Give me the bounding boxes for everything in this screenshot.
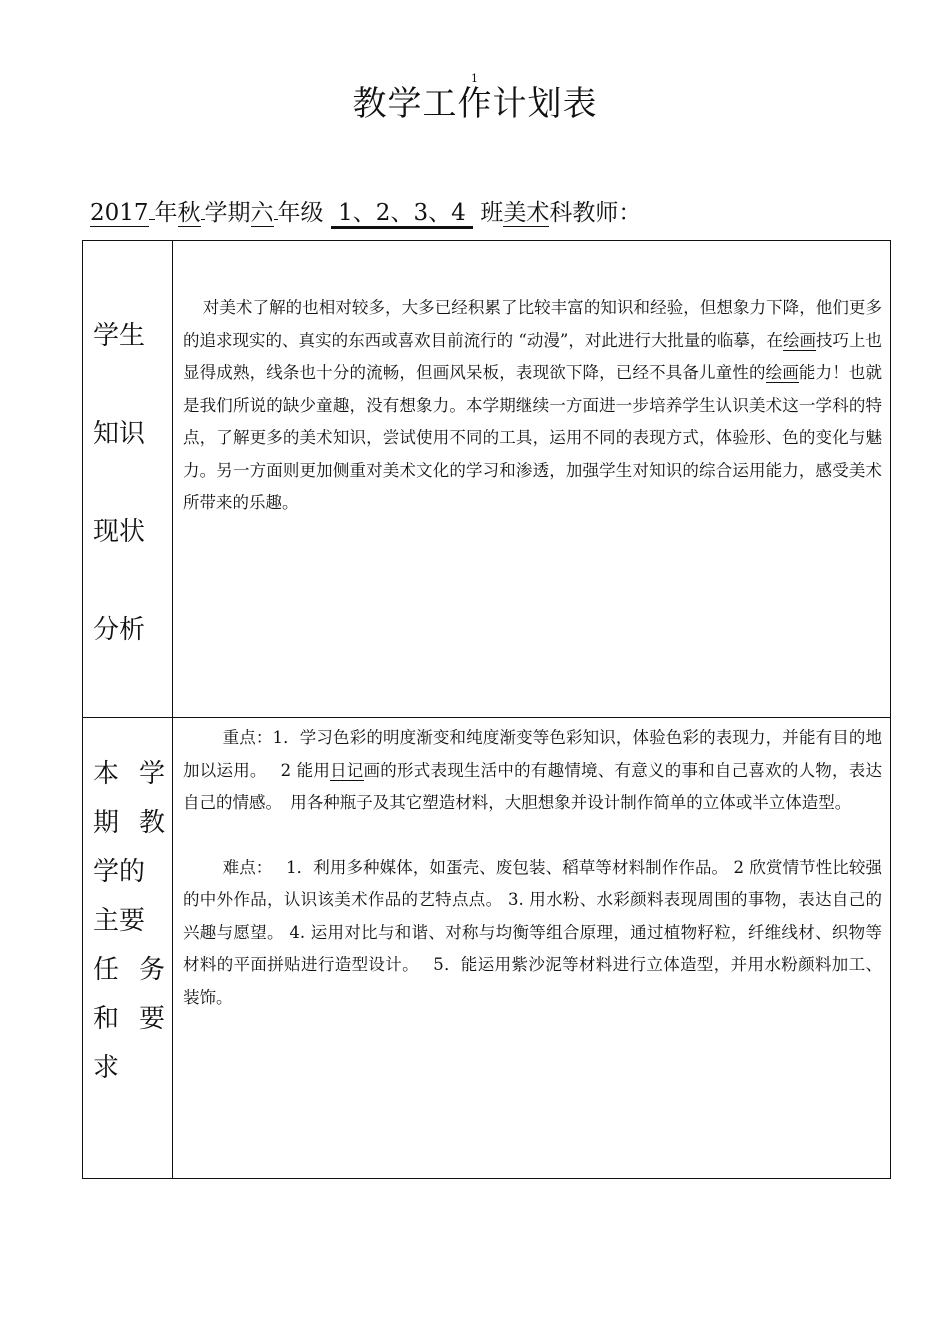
underlined-term: 绘画 [765, 363, 799, 382]
row-label [83, 718, 173, 1179]
spacer [183, 820, 882, 852]
subject-suffix: 科教师： [549, 200, 642, 226]
class-suffix: 班 [480, 200, 504, 226]
grade-suffix: 年级 [277, 200, 324, 226]
label-line: 本 学 [93, 759, 165, 789]
table-row [83, 718, 891, 1179]
plan-table [82, 240, 891, 1179]
underlined-term: 日记 [330, 760, 364, 780]
plan-header [90, 194, 641, 227]
label-line: 知识 [93, 419, 146, 449]
label-line: 和 要 [93, 1004, 165, 1034]
classes: 1、2、3、4 [331, 200, 473, 229]
season: 秋 [177, 200, 201, 226]
label-line: 学生 [93, 321, 146, 351]
row-content [173, 241, 891, 718]
underlined-term: 绘画 [782, 330, 816, 350]
label-line: 现状 [93, 517, 146, 547]
label-line: 期 教 [93, 808, 165, 838]
subject: 美术 [503, 200, 550, 226]
page-number: 1 [471, 72, 478, 85]
page-title: 教学工作计划表 [352, 84, 598, 124]
analysis-paragraph: 对美术了解的也相对较多，大多已经积累了比较丰富的知识和经验，但想象力下降，他们更多的追求现实的、真实的东西或喜欢目前流行的 “动漫”，对此进行大批量的临摹，在绘画技巧上也显得成熟，线条也十分的流畅，但画风呆板，表现欲下降，已经不具备儿童性的绘画能力！也就是我们所说的缺少童趣，没有想象力。本学期继续一方面进一步培养学生认识美术这一学科的特点，了解更多的美术知识，尝试使用不同的工具，运用不同的表现方式，体验形、色的变化与魅力。另一方面则更加侧重对美术文化的学习和渗透，加强学生对知识的综合运用能力，感受美术所带来的乐趣。 [183, 298, 883, 512]
label-line: 任 务 [93, 955, 165, 985]
table-row [83, 241, 891, 718]
row-content [173, 718, 891, 1179]
label-line: 学的 [93, 857, 146, 887]
key-points-paragraph: 重点：1．学习色彩的明度渐变和纯度渐变等色彩知识，体验色彩的表现力，并能有目的地加以运用。 2 能用日记画的形式表现生活中的有趣情境、有意义的事和自己喜欢的人物，表达自己的情感。 用各种瓶子及其它塑造材料，大胆想象并设计制作简单的立体或半立体造型。 [183, 728, 882, 812]
year-suffix: 年 [154, 200, 178, 226]
row-label [83, 241, 173, 718]
label-line: 分析 [93, 615, 146, 645]
year: 2017 [90, 200, 149, 226]
difficulties-paragraph: 难点： 1．利用多种媒体，如蛋壳、废包装、稻草等材料制作作品。 2 欣赏情节性比较强的中外作品，认识该美术作品的艺特点点。 3. 用水粉、水彩颜料表现周围的事物，表达自己的兴趣与愿望。 4. 运用对比与和谐、对称与均衡等组合原理，通过植物籽粒，纤维线材、织物等材料的平面拼贴进行造型设计。 5．能运用紫沙泥等材料进行立体造型，并用水粉颜料加工、装饰。 [183, 857, 882, 1007]
label-line: 求 [93, 1053, 120, 1083]
grade: 六 [250, 200, 274, 226]
term-suffix: 学期 [204, 200, 251, 226]
label-line: 主要 [93, 906, 146, 936]
